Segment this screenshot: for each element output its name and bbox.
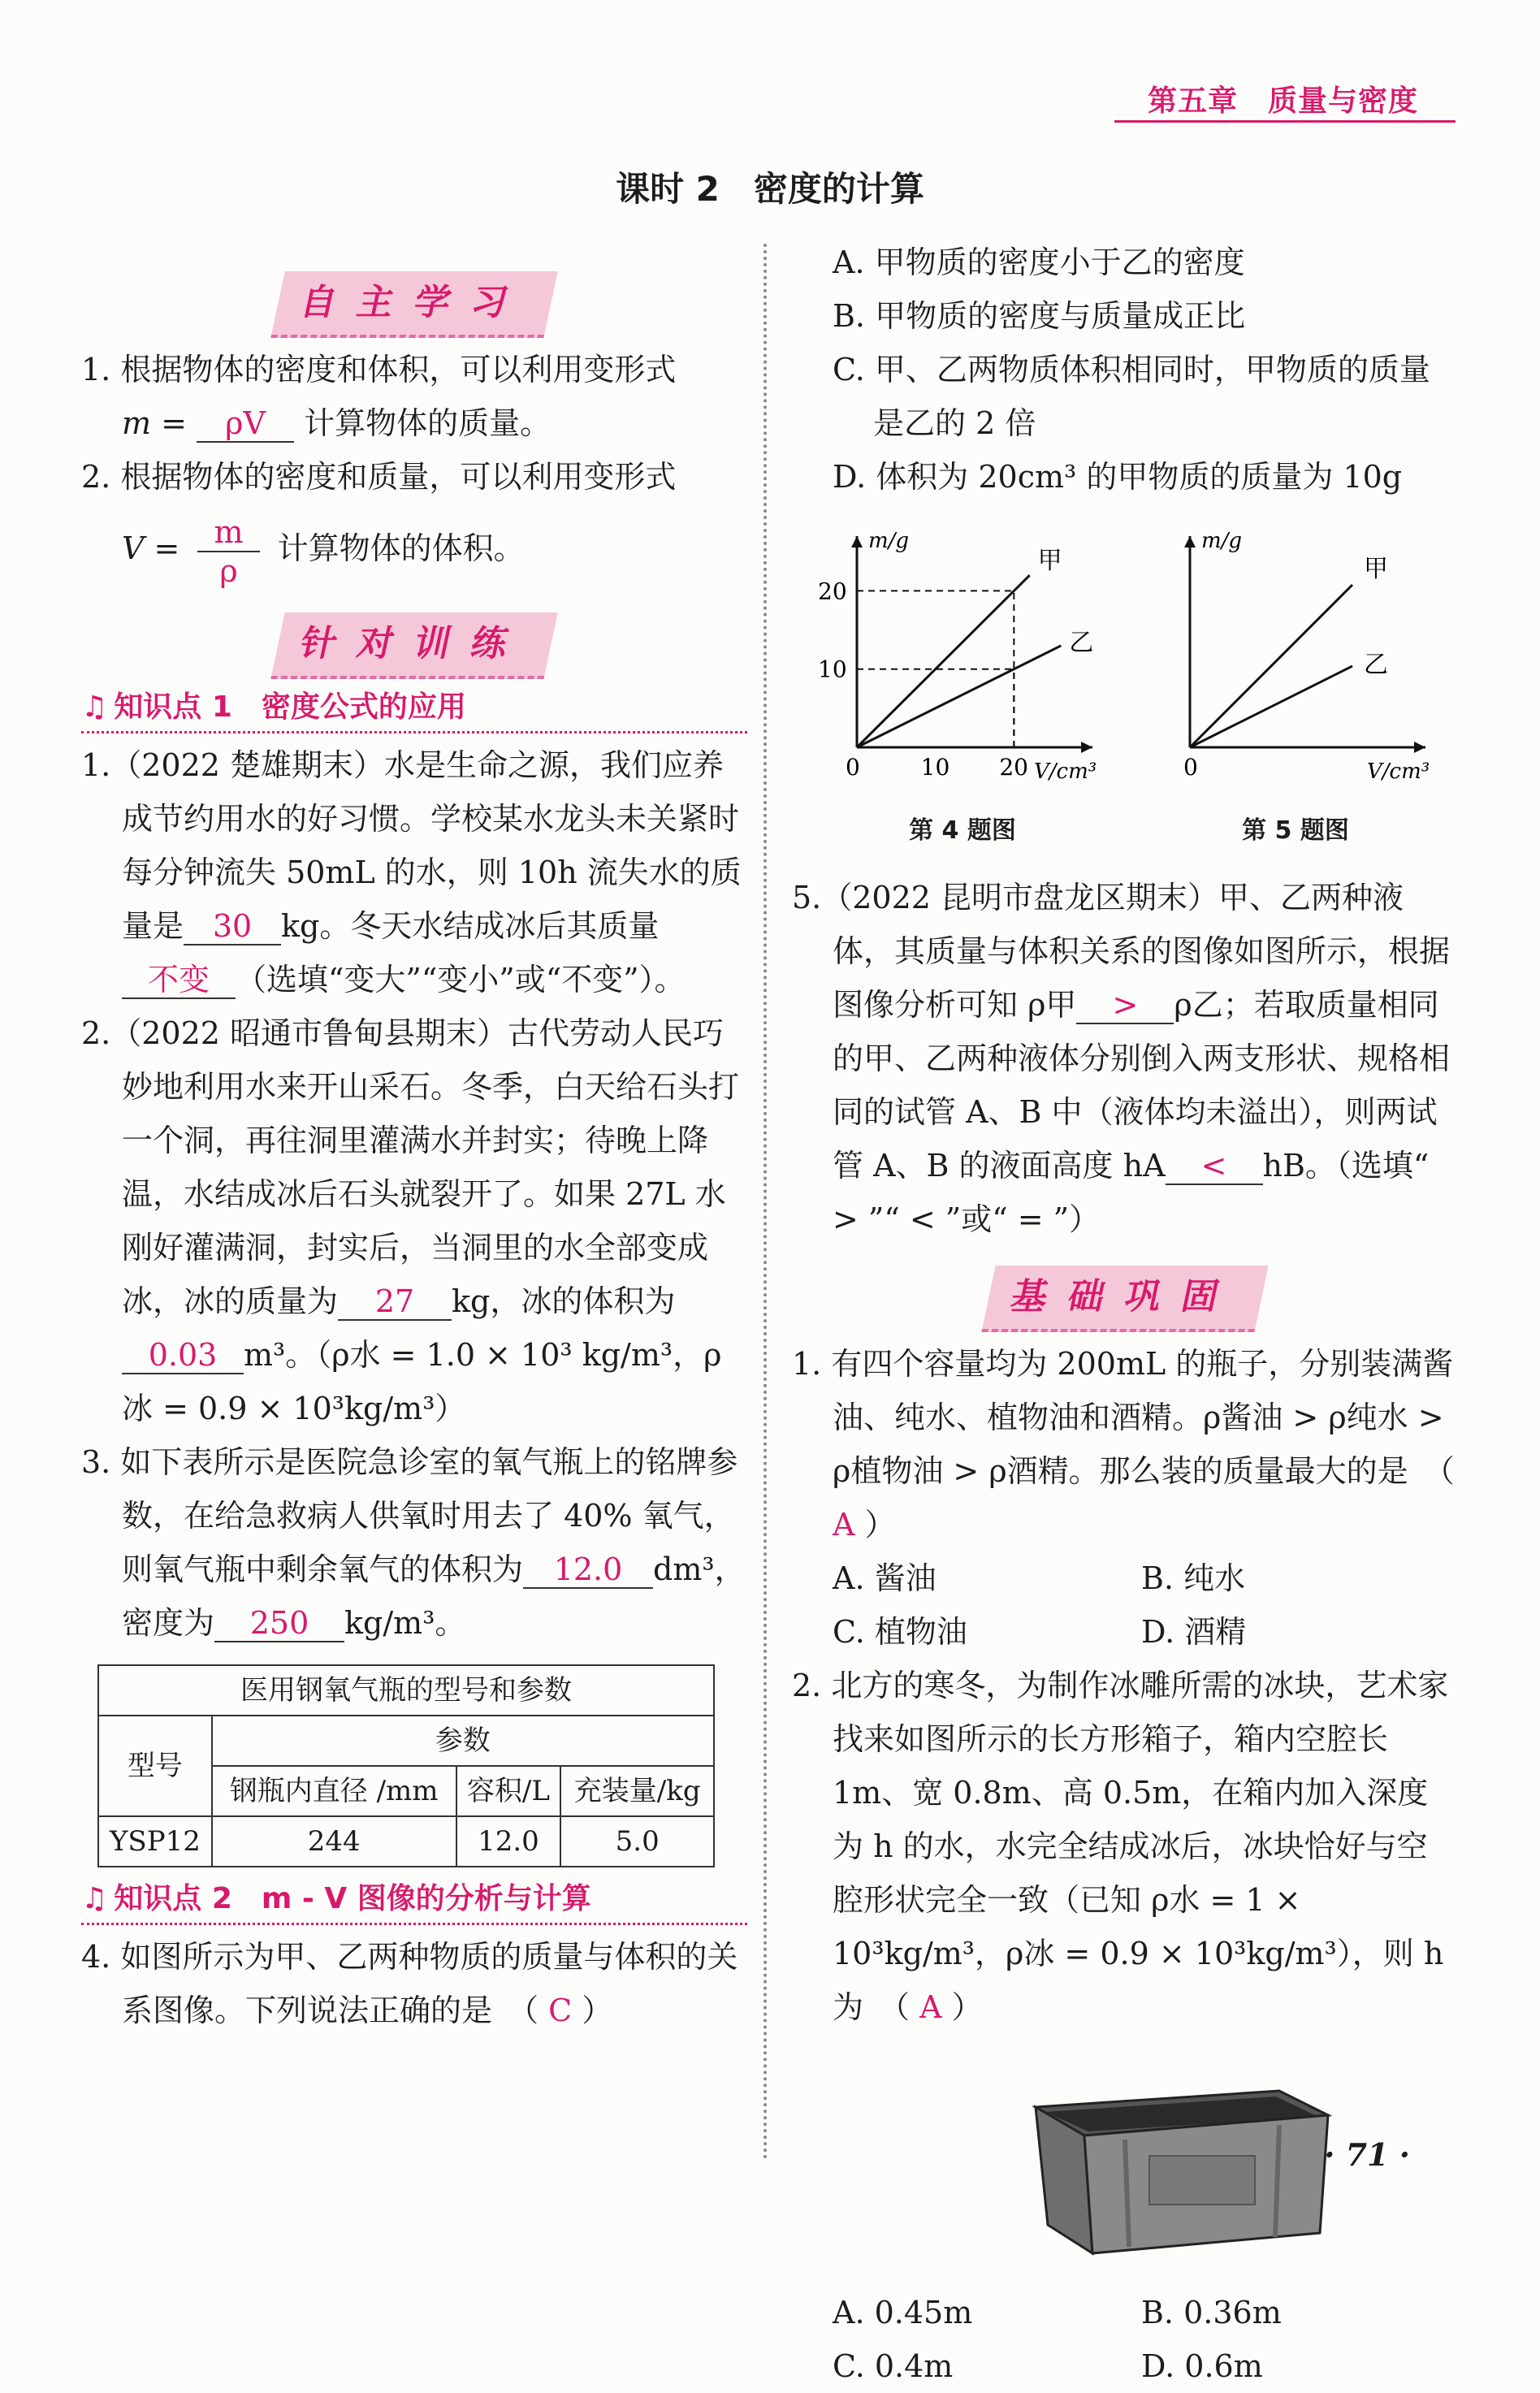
b2-option-a: A. 0.45m	[833, 2295, 973, 2330]
table-header-fill: 充装量/kg	[560, 1766, 714, 1816]
table-header-model: 型号	[98, 1716, 212, 1816]
knowledge-point-1: ♫ 知识点 1 密度公式的应用	[81, 684, 747, 733]
knowledge-point-2: ♫ 知识点 2 m - V 图像的分析与计算	[81, 1876, 747, 1925]
bell-icon: ♫	[81, 1882, 108, 1915]
b2-option-b: B. 0.36m	[1141, 2295, 1282, 2330]
question-1: 1.（2022 楚雄期末）水是生命之源，我们应养成节约用水的好习惯。学校某水龙头未关紧时每分钟流失 50mL 的水，则 10h 流失水的质量是 30 kg。冬天水结成冰后其质量不变 （选填“变大”“变小”或“不变”）。	[81, 747, 742, 997]
x-tick-label: 0	[846, 754, 860, 781]
b2-options-row-1	[792, 2286, 1458, 2339]
chart-q4	[808, 512, 1117, 788]
basic-question-2: 2. 北方的寒冬，为制作冰雕所需的冰块，艺术家找来如图所示的长方形箱子，箱内空腔长 1m、宽 0.8m、高 0.5m，在箱内加入深度为 h 的水，水完全结成冰后，冰块恰好与空腔形状完全一致（已知 ρ水 = 1 × 10³kg/m³，ρ冰 = 0.9 × 10³kg/m³），则 h 为 （ A ）	[792, 1668, 1449, 2025]
x-tick-label: 0	[1183, 754, 1198, 781]
chart-5	[1141, 512, 1450, 858]
series-line	[1190, 585, 1352, 747]
table-caption: 医用钢氧气瓶的型号和参数	[98, 1665, 714, 1716]
b2-options-row-2	[792, 2339, 1458, 2393]
b1-options-row-1	[792, 1551, 1458, 1605]
series-label: 甲	[1037, 547, 1062, 576]
q4-option-c: C. 甲、乙两物质体积相同时，甲物质的质量是乙的 2 倍	[833, 352, 1430, 441]
y-axis-arrow	[1184, 536, 1196, 547]
chapter-header: 第五章 质量与密度	[1147, 84, 1418, 118]
table-header-volume: 容积/L	[456, 1766, 561, 1816]
table-header-params: 参数	[212, 1716, 714, 1766]
page-title: 课时 2 密度的计算	[616, 169, 924, 209]
series-label: 甲	[1364, 555, 1388, 583]
b1-option-b: B. 纯水	[1141, 1560, 1246, 1596]
b2-option-d: D. 0.6m	[1141, 2348, 1263, 2384]
x-tick-label: 10	[920, 754, 950, 781]
chart-4	[808, 512, 1117, 858]
b1-options-row-2	[792, 1605, 1458, 1659]
answer-blank: ρV	[197, 405, 294, 443]
question-4: 4. 如图所示为甲、乙两种物质的质量与体积的关系图像。下列说法正确的是 （ C ）	[81, 1939, 738, 2028]
section-banner-basic: 基础巩固	[792, 1266, 1458, 1324]
series-line	[857, 646, 1061, 747]
y-axis-label: m/g	[1201, 529, 1243, 553]
page-number: · 71 ·	[1324, 2136, 1410, 2173]
header-rule	[1114, 120, 1456, 123]
table-row: YSP12 244 12.0 5.0	[98, 1816, 714, 1867]
question-s2: 2. 根据物体的密度和质量，可以利用变形式	[81, 459, 677, 495]
b1-option-d: D. 酒精	[1141, 1614, 1247, 1650]
y-axis-label: m/g	[868, 529, 910, 553]
charts-row	[808, 512, 1458, 858]
storage-box-image	[1003, 2058, 1344, 2270]
y-tick-label: 10	[818, 656, 847, 683]
column-divider	[764, 244, 767, 2161]
question-s1: 1. 根据物体的密度和体积，可以利用变形式	[81, 352, 677, 387]
q4-option-b: B. 甲物质的密度与质量成正比	[833, 298, 1246, 334]
x-axis-arrow	[1081, 742, 1092, 753]
chart-5-caption: 第 5 题图	[1242, 816, 1349, 845]
y-axis-arrow	[851, 536, 863, 547]
basic-question-1: 1. 有四个容量均为 200mL 的瓶子，分别装满酱油、纯水、植物油和酒精。ρ酱油 > ρ纯水 > ρ植物油 > ρ酒精。那么装的质量最大的是 （ A ）	[792, 1346, 1455, 1543]
question-3: 3. 如下表所示是医院急诊室的氧气瓶上的铭牌参数，在给急救病人供氧时用去了 40% 氧气，则氧气瓶中剩余氧气的体积为 12.0 dm³，密度为 250 kg/m³。	[81, 1444, 746, 1641]
series-line	[857, 575, 1030, 747]
series-label: 乙	[1364, 651, 1388, 679]
question-2: 2.（2022 昭通市鲁甸县期末）古代劳动人民巧妙地利用水来开山采石。冬季，白天给石头打一个洞，再往洞里灌满水并封实；待晚上降温，水结成冰后石头就裂开了。如果 27L 水刚好灌满洞，封实后，当洞里的水全部变成冰，冰的质量为 27 kg，冰的体积为0.03 m³。（ρ水 = 1.0 × 10³ kg/m³，ρ冰 = 0.9 × 10³kg/m³）	[81, 1015, 740, 1426]
section-banner-training: 针对训练	[81, 612, 747, 671]
right-column	[792, 236, 1458, 2393]
series-line	[1190, 666, 1352, 747]
x-axis-label: V/cm³	[1034, 759, 1097, 784]
answer-fraction: $\frac{m}{\rho}$	[197, 513, 259, 590]
section-banner-self-study: 自主学习	[81, 271, 747, 330]
x-axis-arrow	[1414, 742, 1425, 753]
b1-option-c: C. 植物油	[833, 1614, 967, 1650]
x-axis-label: V/cm³	[1367, 759, 1430, 784]
q4-option-a: A. 甲物质的密度小于乙的密度	[833, 244, 1245, 280]
y-tick-label: 20	[818, 578, 847, 605]
x-tick-label: 20	[999, 754, 1028, 781]
question-5: 5.（2022 昆明市盘龙区期末）甲、乙两种液体，其质量与体积关系的图像如图所示，根据图像分析可知 ρ甲 > ρ乙；若取质量相同的甲、乙两种液体分别倒入两支形状、规格相同的试管 A、B 中（液体均未溢出），则两试管 A、B 的液面高度 hA < hB。（选填“ > ”“ < ”或“ = ”）	[792, 880, 1451, 1237]
chart-4-caption: 第 4 题图	[909, 816, 1016, 845]
chart-q5	[1141, 512, 1450, 788]
b1-option-a: A. 酱油	[833, 1560, 937, 1596]
oxygen-cylinder-table	[97, 1664, 715, 1867]
bell-icon: ♫	[81, 690, 108, 724]
b2-option-c: C. 0.4m	[833, 2348, 954, 2384]
q4-option-d: D. 体积为 20cm³ 的甲物质的质量为 10g	[833, 459, 1403, 495]
left-column: 自主学习 1. 根据物体的密度和体积，可以利用变形式 m = ρV 计算物体的质量。 2. 根据物体的密度和质量，可以利用变形式 V = $\frac{m}{\rho}$ 计算物体的体积。 针对训练 ♫ 知识点 1 密度公式的应用 1.（2022 楚雄期末）水是生命之源，我们应养成节约用水的好习惯。学校某水龙头未关紧时每分钟流失 50mL 的水，则 10h 流失水的质量是 30 kg。冬天水结成冰后其质量不变 （选填“变大”“变小”或“不变”）。 2.（2022 昭通市鲁甸县期末）古代劳动人民巧妙地利用水来开山采石。冬季，白天给石头打一个洞，再往洞里灌满水并封实；待晚上降温，水结成冰后石头就裂开了。如果 27L 水刚好灌满洞，封实后，当洞里的水全部变成冰，冰的质量为 27 kg，冰的体积为0.03 m³。（ρ水 = 1.0 × 10³ kg/m³，ρ冰 = 0.9 × 10³kg/m³） 3. 如下表所示是医院急诊室的氧气瓶上的铭牌参数，在给急救病人供氧时用去了 40% 氧气，则氧气瓶中剩余氧气的体积为 12.0 dm³，密度为 250 kg/m³。 医用钢氧气瓶的型号和参数 型号 参数 钢瓶内直径 /mm 容积/L 充装量/kg YSP12 244 12.0 5.0 ♫ 知识点 2 m - V 图像的分析与计算 4. 如图所示为甲、乙两种物质的质量与体积的关系图像。下列说法正确的是 （ C ）	[81, 252, 747, 2037]
series-label: 乙	[1069, 628, 1094, 657]
table-header-diameter: 钢瓶内直径 /mm	[212, 1766, 456, 1816]
